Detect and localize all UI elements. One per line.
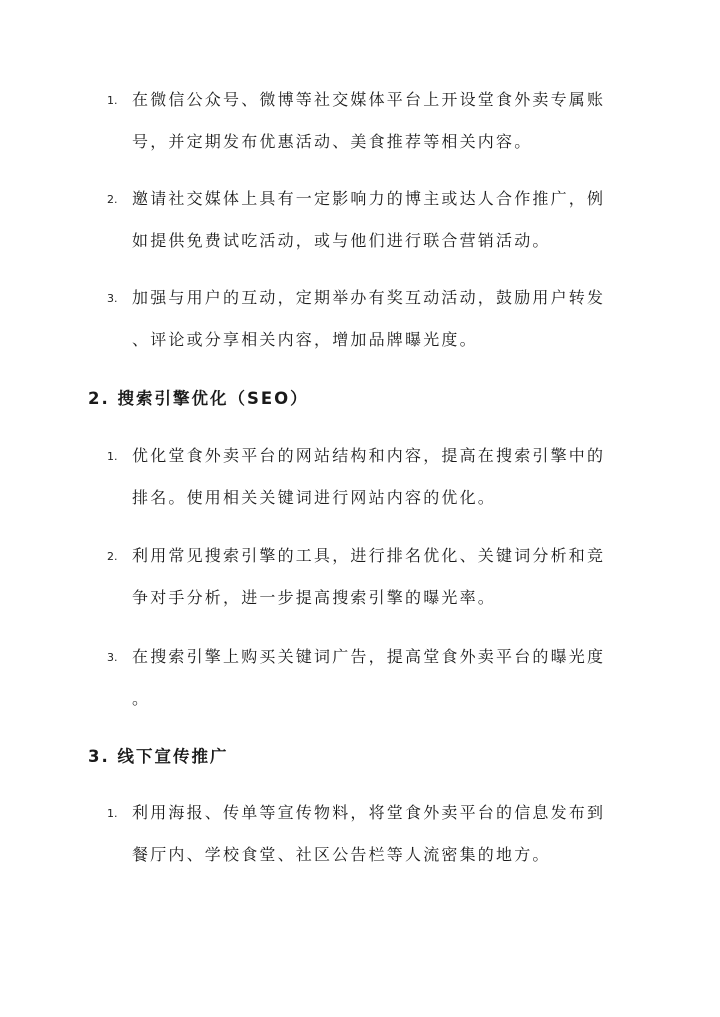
list-item-line: 加强与用户的互动，定期举办有奖互动活动，鼓励用户转发 <box>132 288 606 307</box>
list-item-number: 1. <box>107 94 118 107</box>
list-item-line: 争对手分析，进一步提高搜索引擎的曝光率。 <box>132 588 497 607</box>
list-item-number: 2. <box>107 193 118 206</box>
list-item-number: 2. <box>107 550 118 563</box>
list-item-line: 邀请社交媒体上具有一定影响力的博主或达人合作推广，例 <box>132 189 606 208</box>
list-item-line: 如提供免费试吃活动，或与他们进行联合营销活动。 <box>132 231 551 250</box>
list-item-line: 、评论或分享相关内容，增加品牌曝光度。 <box>132 330 478 349</box>
list-item-line: 在微信公众号、微博等社交媒体平台上开设堂食外卖专属账 <box>132 90 606 109</box>
list-item-line: 在搜索引擎上购买关键词广告，提高堂食外卖平台的曝光度 <box>132 647 606 666</box>
list-item-line: 优化堂食外卖平台的网站结构和内容，提高在搜索引擎中的 <box>132 446 606 465</box>
list-item-line: 。 <box>132 689 151 708</box>
list-item-line: 利用海报、传单等宣传物料，将堂食外卖平台的信息发布到 <box>132 803 606 822</box>
section-heading-seo: 2. 搜索引擎优化（SEO） <box>88 389 309 408</box>
list-item-number: 3. <box>107 292 118 305</box>
list-item-line: 排名。使用相关关键词进行网站内容的优化。 <box>132 488 497 507</box>
list-item-line: 利用常见搜索引擎的工具，进行排名优化、关键词分析和竞 <box>132 546 606 565</box>
section-heading-offline: 3. 线下宣传推广 <box>88 747 229 766</box>
list-item-line: 餐厅内、学校食堂、社区公告栏等人流密集的地方。 <box>132 845 551 864</box>
list-item-number: 1. <box>107 807 118 820</box>
list-item-number: 1. <box>107 450 118 463</box>
list-item-line: 号，并定期发布优惠活动、美食推荐等相关内容。 <box>132 132 533 151</box>
list-item-number: 3. <box>107 651 118 664</box>
